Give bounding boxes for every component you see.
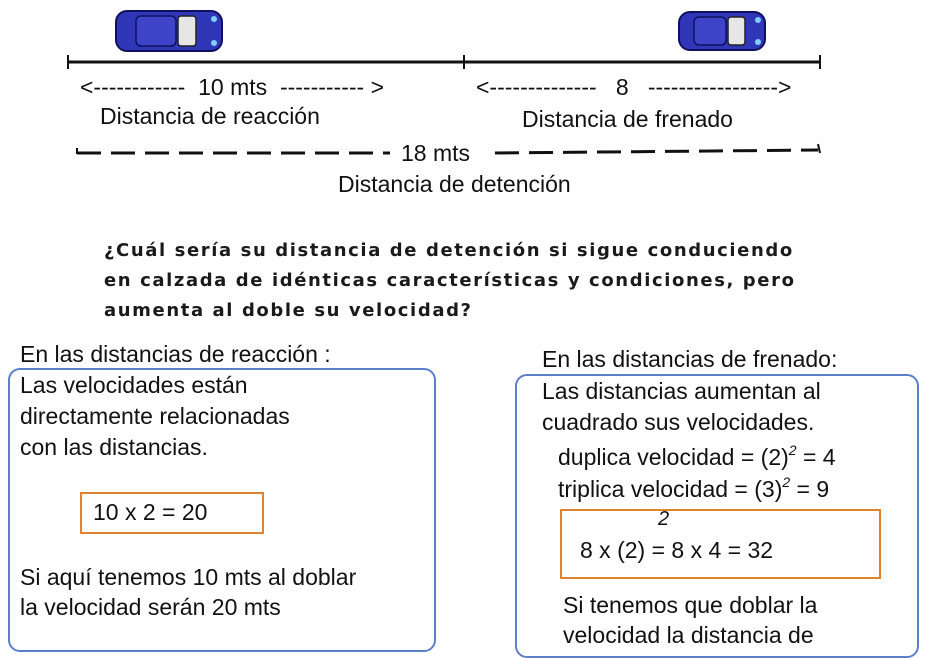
braking-heading: En las distancias de frenado: xyxy=(542,346,838,372)
arrow-right: -----------------> xyxy=(647,74,792,100)
duplica-row xyxy=(558,442,836,471)
car-reaction-icon xyxy=(116,11,222,51)
reaction-note-1: Si aquí tenemos 10 mts al doblar xyxy=(20,564,357,590)
reaction-text-3: con las distancias. xyxy=(20,434,208,460)
braking-note-2: velocidad la distancia de xyxy=(563,622,814,648)
triplica-exponent: 2 xyxy=(782,474,791,490)
braking-text-2: cuadrado sus velocidades. xyxy=(542,409,815,435)
braking-formula-exponent: 2 xyxy=(658,508,670,530)
arrow-right: ----------- > xyxy=(279,74,385,100)
reaction-text-1: Las velocidades están xyxy=(20,372,248,398)
braking-note-1: Si tenemos que doblar la xyxy=(563,592,818,618)
reaction-value: 10 mts xyxy=(198,74,268,100)
braking-formula: 8 x (2) = 8 x 4 = 32 xyxy=(580,537,774,563)
braking-text-1: Las distancias aumentan al xyxy=(542,378,821,404)
question-line-2: en calzada de idénticas características y condiciones, pero xyxy=(104,270,796,291)
reaction-formula: 10 x 2 = 20 xyxy=(93,499,208,525)
arrow-left: <-------------- xyxy=(476,74,597,100)
duplica-exponent: 2 xyxy=(788,442,797,458)
reaction-heading: En las distancias de reacción : xyxy=(20,341,331,367)
stopping-distance-label: Distancia de detención xyxy=(338,171,571,197)
braking-value: 8 xyxy=(615,74,629,100)
stopping-distance-value: 18 mts xyxy=(401,140,471,166)
reaction-distance-label: Distancia de reacción xyxy=(100,103,320,129)
triplica-text: triplica velocidad = (3) xyxy=(558,476,783,502)
duplica-result: = 4 xyxy=(796,444,836,470)
arrow-left: <------------ xyxy=(80,74,186,100)
reaction-text-2: directamente relacionadas xyxy=(20,403,290,429)
timeline xyxy=(68,55,820,69)
triplica-result: = 9 xyxy=(790,476,830,502)
triplica-row xyxy=(558,474,829,503)
braking-distance-measure xyxy=(476,74,791,101)
car-braking-icon xyxy=(679,12,765,50)
question-line-3: aumenta al doble su velocidad? xyxy=(104,300,473,321)
reaction-note-2: la velocidad serán 20 mts xyxy=(20,594,281,620)
question-line-1: ¿Cuál sería su distancia de detención si sigue conduciendo xyxy=(104,240,794,261)
braking-distance-label: Distancia de frenado xyxy=(522,106,733,132)
duplica-text: duplica velocidad = (2) xyxy=(558,444,789,470)
reaction-distance-measure xyxy=(80,74,384,101)
